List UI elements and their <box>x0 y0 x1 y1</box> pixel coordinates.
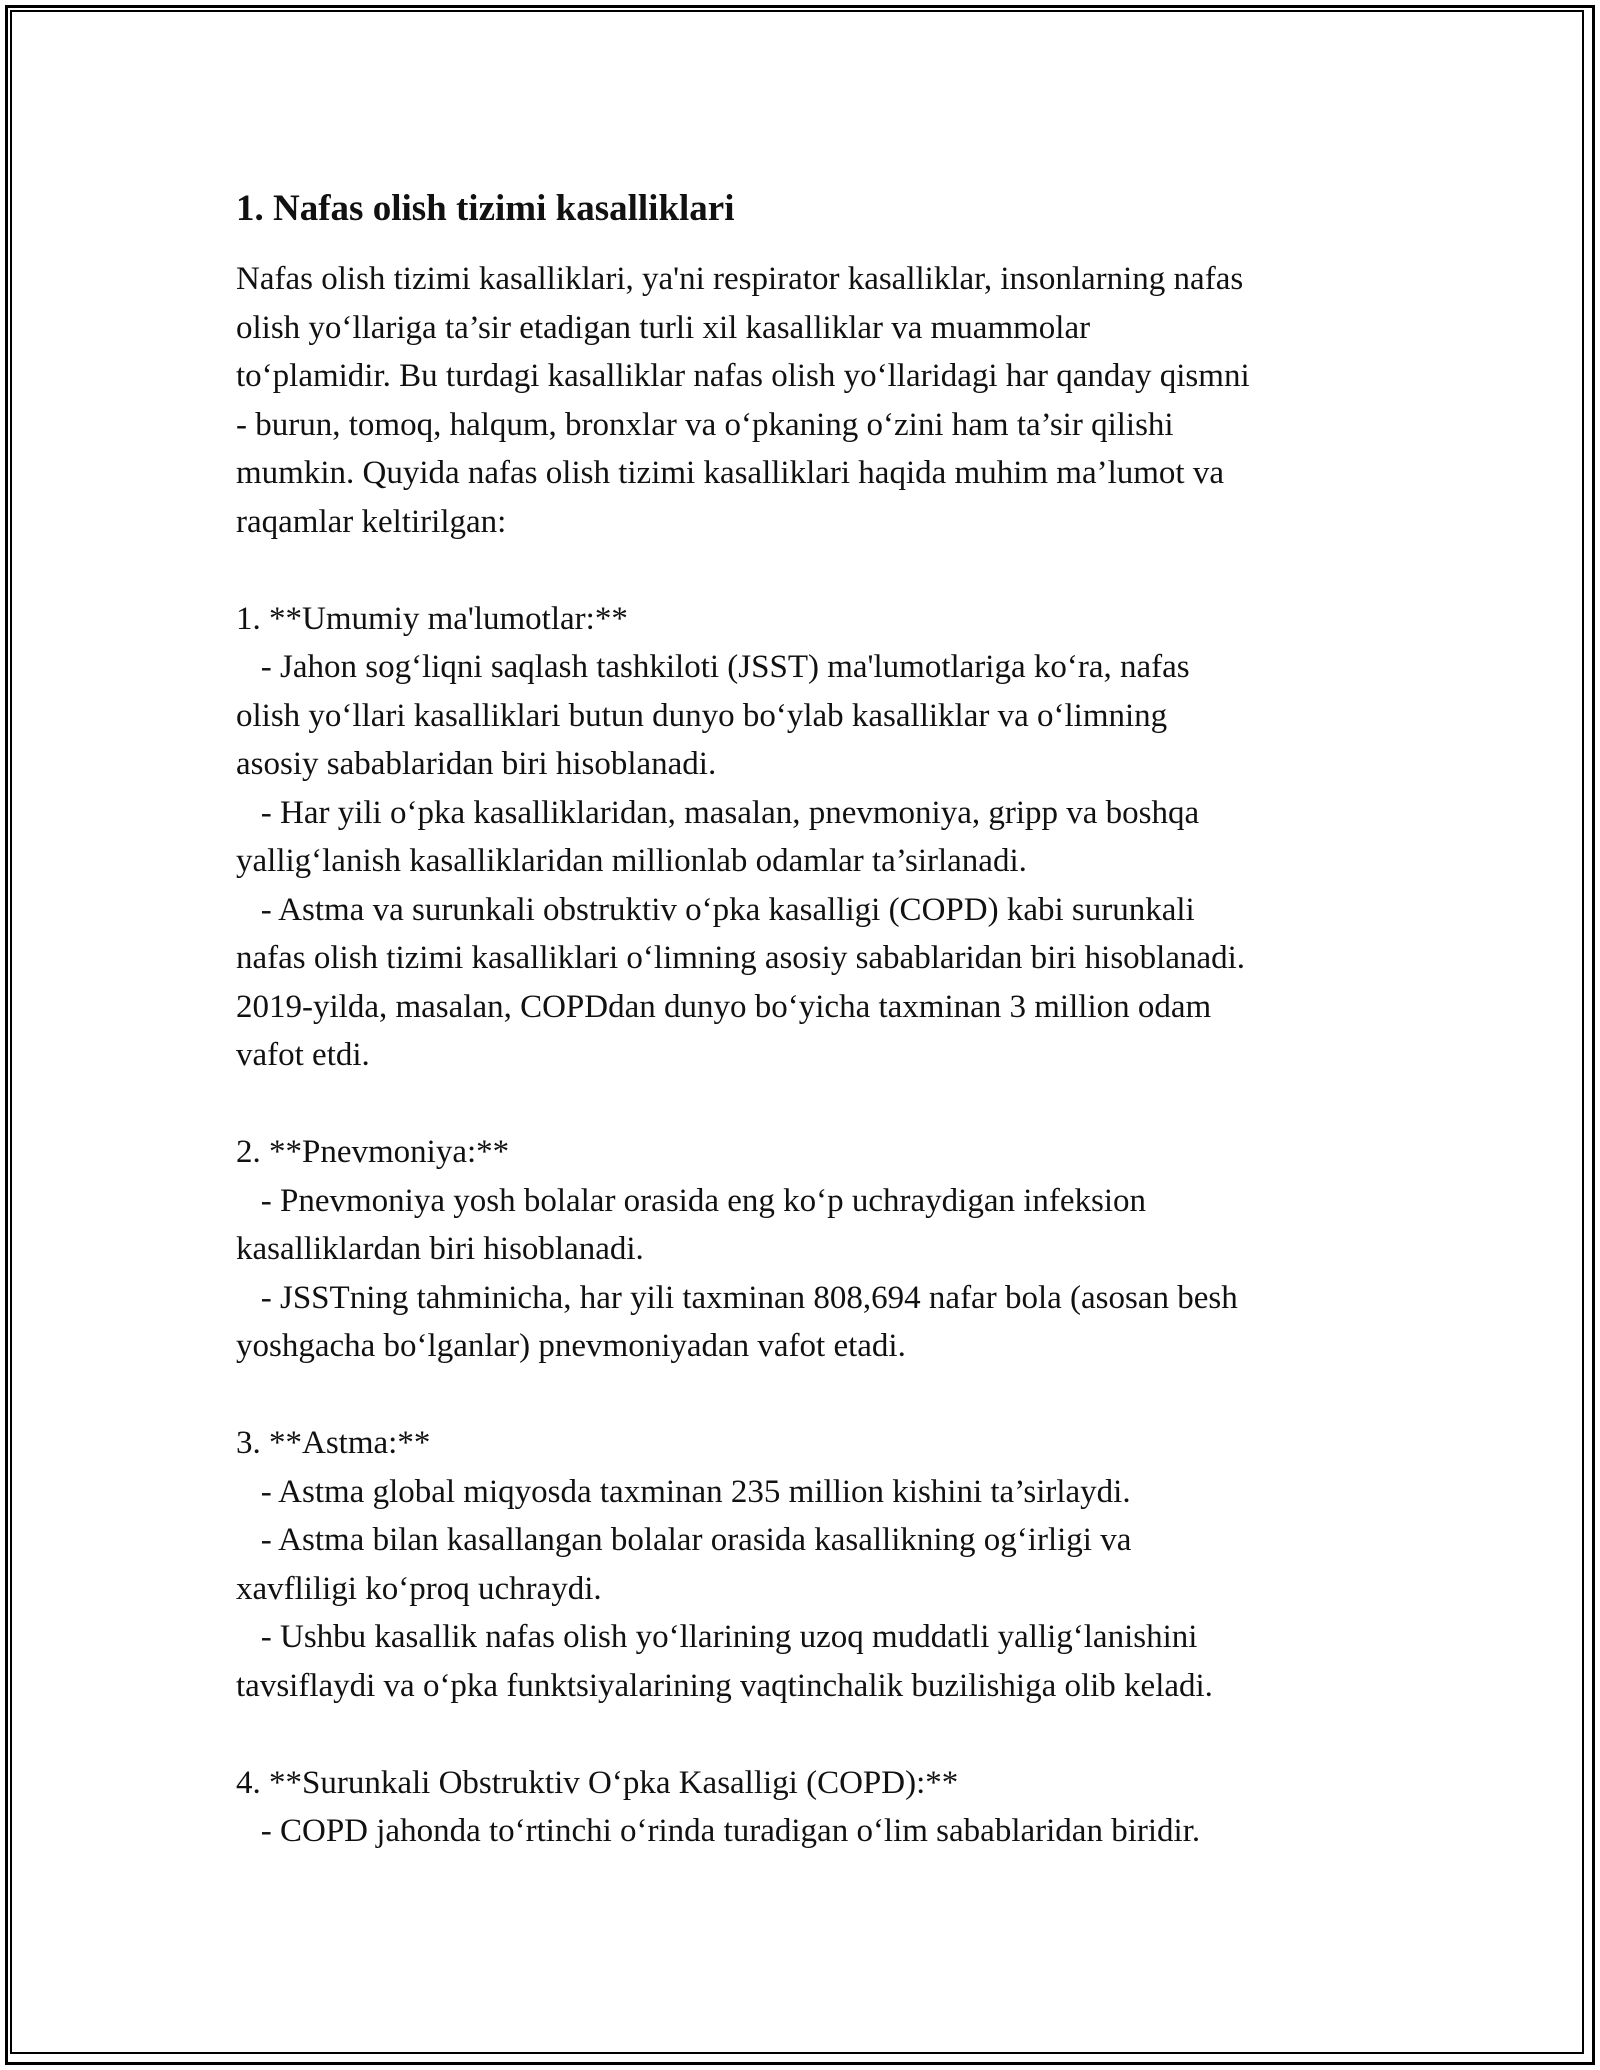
section-heading: 1. Nafas olish tizimi kasalliklari <box>236 188 735 229</box>
document-body-text: Nafas olish tizimi kasalliklari, ya'ni respirator kasalliklar, insonlarning nafas olish yo‘llariga ta’sir etadigan turli xil kasalliklar va muammolar to‘plamidir. Bu turdagi kasalliklar nafas olish yo‘llaridagi har qanday qismni - burun, tomoq, halqum, bronxlar va o‘pkaning o‘zini ham ta’sir qilishi mumkin. Quyida nafas olish tizimi kasalliklari haqida muhim ma’lumot va raqamlar keltirilgan: 1. **Umumiy ma'lumotlar:** - Jahon sog‘liqni saqlash tashkiloti (JSST) ma'lumotlariga ko‘ra, nafas olish yo‘llari kasalliklari butun dunyo bo‘ylab kasalliklar va o‘limning asosiy sabablaridan biri hisoblanadi. - Har yili o‘pka kasalliklaridan, masalan, pnevmoniya, gripp va boshqa yallig‘lanish kasalliklaridan millionlab odamlar ta’sirlanadi. - Astma va surunkali obstruktiv o‘pka kasalligi (COPD) kabi surunkali nafas olish tizimi kasalliklari o‘limning asosiy sabablaridan biri hisoblanadi. 2019-yilda, masalan, COPDdan dunyo bo‘yicha taxminan 3 million odam vafot etdi. 2. **Pnevmoniya:** - Pnevmoniya yosh bolalar orasida eng ko‘p uchraydigan infeksion kasalliklardan biri hisoblanadi. - JSSTning tahminicha, har yili taxminan 808,694 nafar bola (asosan besh yoshgacha bo‘lganlar) pnevmoniyadan vafot etadi. 3. **Astma:** - Astma global miqyosda taxminan 235 million kishini ta’sirlaydi. - Astma bilan kasallangan bolalar orasida kasallikning og‘irligi va xavfliligi ko‘proq uchraydi. - Ushbu kasallik nafas olish yo‘llarining uzoq muddatli yallig‘lanishini tavsiflaydi va o‘pka funktsiyalarining vaqtinchalik buzilishiga olib keladi. 4. **Surunkali Obstruktiv O‘pka Kasalligi (COPD):** - COPD jahonda to‘rtinchi o‘rinda turadigan o‘lim sabablaridan biridir. <box>236 261 1250 1849</box>
document-content <box>236 185 1386 1856</box>
